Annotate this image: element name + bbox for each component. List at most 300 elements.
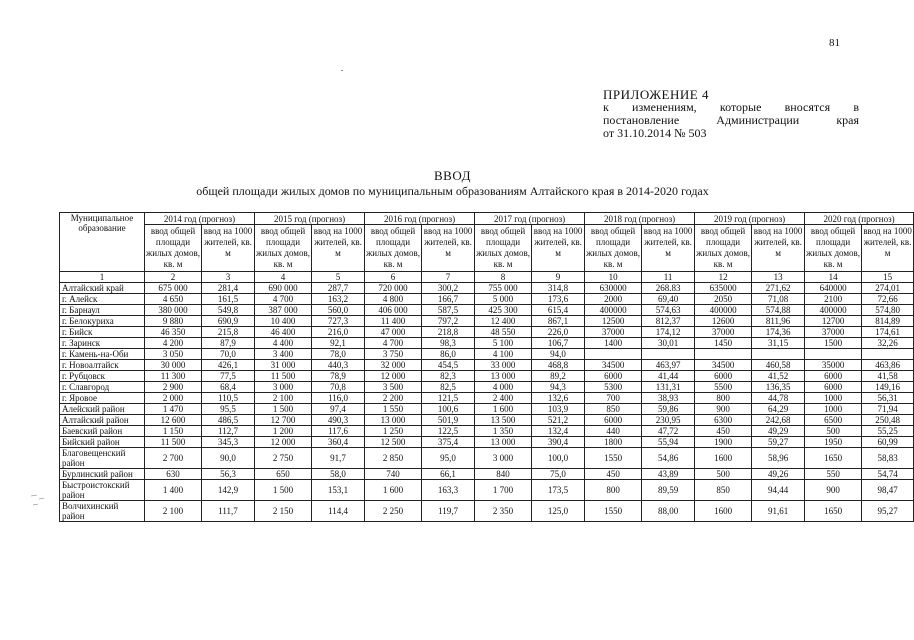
table-row	[60, 437, 914, 448]
table-cell: 1 550	[365, 404, 422, 415]
table-cell: 6000	[695, 371, 752, 382]
table-cell: 1600	[695, 501, 752, 522]
table-row	[60, 382, 914, 393]
table-cell: 11 300	[145, 371, 202, 382]
per-1000-header: ввод на 1000 жителей, кв. м	[642, 225, 695, 272]
table-cell: 468,8	[532, 360, 585, 371]
municipality-name: Бурлинский район	[60, 469, 145, 480]
per-1000-header: ввод на 1000 жителей, кв. м	[312, 225, 365, 272]
table-cell: 549,8	[202, 305, 255, 316]
table-cell: 114,4	[312, 501, 365, 522]
table-cell: 136,35	[752, 382, 805, 393]
table-cell: 700	[585, 393, 642, 404]
table-cell: 490,3	[312, 415, 365, 426]
table-cell: 440	[585, 426, 642, 437]
table-cell: 30 000	[145, 360, 202, 371]
table-cell: 287,7	[312, 283, 365, 294]
table-cell: 242,68	[752, 415, 805, 426]
table-cell: 69,40	[642, 294, 695, 305]
table-cell: 521,2	[532, 415, 585, 426]
table-cell: 1 500	[255, 404, 312, 415]
table-cell: 122,5	[422, 426, 475, 437]
table-cell: 31,15	[752, 338, 805, 349]
table-cell: 4 400	[255, 338, 312, 349]
table-cell: 720 000	[365, 283, 422, 294]
table-cell: 37000	[585, 327, 642, 338]
appendix-block	[603, 88, 859, 140]
table-cell: 850	[695, 480, 752, 501]
table-cell: 2 150	[255, 501, 312, 522]
table-cell: 1000	[805, 404, 862, 415]
table-cell: 47 000	[365, 327, 422, 338]
table-cell: 3 000	[255, 382, 312, 393]
table-cell: 3 500	[365, 382, 422, 393]
table-row	[60, 327, 914, 338]
table-row	[60, 480, 914, 501]
table-cell: 12500	[585, 316, 642, 327]
table-cell: 814,89	[862, 316, 914, 327]
municipality-name: г. Новоалтайск	[60, 360, 145, 371]
table-cell: 4 000	[475, 382, 532, 393]
table-cell: 64,29	[752, 404, 805, 415]
table-cell: 106,7	[532, 338, 585, 349]
column-number: 2	[145, 272, 202, 283]
scan-speck	[341, 70, 343, 71]
table-cell: 82,5	[422, 382, 475, 393]
table-cell: 78,9	[312, 371, 365, 382]
table-cell: 91,7	[312, 448, 365, 469]
table-cell: 1 700	[475, 480, 532, 501]
table-cell: 6000	[805, 382, 862, 393]
table-row	[60, 371, 914, 382]
area-header: ввод общей площади жилых домов, кв. м	[475, 225, 532, 272]
table-cell: 1 500	[255, 480, 312, 501]
table-cell: 55,94	[642, 437, 695, 448]
table-cell: 71,08	[752, 294, 805, 305]
column-number: 3	[202, 272, 255, 283]
table-cell: 1 400	[145, 480, 202, 501]
table-cell: 4 200	[145, 338, 202, 349]
table-cell: 500	[695, 469, 752, 480]
year-header: 2014 год (прогноз)	[145, 213, 255, 225]
table-cell: 375,4	[422, 437, 475, 448]
header-row-indicators	[60, 225, 914, 272]
table-cell: 72,66	[862, 294, 914, 305]
table-cell: 153,1	[312, 480, 365, 501]
table-cell: 2050	[695, 294, 752, 305]
year-header: 2020 год (прогноз)	[805, 213, 914, 225]
table-cell: 440,3	[312, 360, 365, 371]
table-cell: 35000	[805, 360, 862, 371]
table-cell: 41,58	[862, 371, 914, 382]
table-cell: 1400	[585, 338, 642, 349]
table-cell: 587,5	[422, 305, 475, 316]
table-cell: 500	[805, 426, 862, 437]
table-cell: 60,99	[862, 437, 914, 448]
municipality-name: Алтайский край	[60, 283, 145, 294]
table-cell: 3 000	[475, 448, 532, 469]
table-cell: 230,95	[642, 415, 695, 426]
table-cell: 12600	[695, 316, 752, 327]
table-cell: 98,47	[862, 480, 914, 501]
table-cell: 560,0	[312, 305, 365, 316]
table-cell: 11 500	[255, 371, 312, 382]
table-cell: 400000	[805, 305, 862, 316]
table-cell: 454,5	[422, 360, 475, 371]
table-cell: 635000	[695, 283, 752, 294]
table-cell: 43,89	[642, 469, 695, 480]
column-number: 9	[532, 272, 585, 283]
table-cell: 55,25	[862, 426, 914, 437]
table-cell: 11 500	[145, 437, 202, 448]
table-cell: 71,94	[862, 404, 914, 415]
table-cell: 360,4	[312, 437, 365, 448]
table-cell: 2 350	[475, 501, 532, 522]
area-header: ввод общей площади жилых домов, кв. м	[255, 225, 312, 272]
municipality-name: г. Бийск	[60, 327, 145, 338]
table-cell: 463,97	[642, 360, 695, 371]
table-cell: 12 400	[475, 316, 532, 327]
table-cell: 740	[365, 469, 422, 480]
table-cell: 33 000	[475, 360, 532, 371]
table-cell: 34500	[585, 360, 642, 371]
table-cell: 94,3	[532, 382, 585, 393]
table-cell: 142,9	[202, 480, 255, 501]
table-cell: 13 000	[475, 437, 532, 448]
table-cell: 867,1	[532, 316, 585, 327]
table-cell: 6000	[585, 415, 642, 426]
municipality-name: Алейский район	[60, 404, 145, 415]
column-number: 8	[475, 272, 532, 283]
table-cell: 2 100	[145, 501, 202, 522]
per-1000-header: ввод на 1000 жителей, кв. м	[532, 225, 585, 272]
per-1000-header: ввод на 1000 жителей, кв. м	[422, 225, 475, 272]
table-cell: 6000	[805, 371, 862, 382]
table-cell: 58,0	[312, 469, 365, 480]
table-cell: 95,27	[862, 501, 914, 522]
per-1000-header: ввод на 1000 жителей, кв. м	[752, 225, 805, 272]
table-cell: 463,86	[862, 360, 914, 371]
table-cell: 12 500	[365, 437, 422, 448]
table-cell: 215,8	[202, 327, 255, 338]
column-number-row	[60, 272, 914, 283]
table-cell: 2 700	[145, 448, 202, 469]
table-cell: 6500	[805, 415, 862, 426]
table-cell: 226,0	[532, 327, 585, 338]
appendix-line-2: постановление Администрации края	[603, 113, 859, 127]
table-cell: 91,61	[752, 501, 805, 522]
table-cell: 12 000	[365, 371, 422, 382]
table-cell: 574,63	[642, 305, 695, 316]
area-header: ввод общей площади жилых домов, кв. м	[145, 225, 202, 272]
table-cell: 425 300	[475, 305, 532, 316]
table-cell: 800	[585, 480, 642, 501]
table-cell: 66,1	[422, 469, 475, 480]
table-cell: 41,52	[752, 371, 805, 382]
table-cell: 216,0	[312, 327, 365, 338]
table-cell: 640000	[805, 283, 862, 294]
table-cell: 811,96	[752, 316, 805, 327]
table-cell: 300,2	[422, 283, 475, 294]
table-row	[60, 338, 914, 349]
table-row	[60, 393, 914, 404]
table-cell: 103,9	[532, 404, 585, 415]
table-cell: 4 800	[365, 294, 422, 305]
per-1000-header: ввод на 1000 жителей, кв. м	[862, 225, 914, 272]
table-cell: 173,5	[532, 480, 585, 501]
table-cell: 4 650	[145, 294, 202, 305]
municipality-name: Благовещенский район	[60, 448, 145, 469]
table-cell: 88,00	[642, 501, 695, 522]
table-cell: 121,5	[422, 393, 475, 404]
table-cell: 94,0	[532, 349, 585, 360]
table-cell: 77,5	[202, 371, 255, 382]
table-cell: 12700	[805, 316, 862, 327]
table-cell: 30,01	[642, 338, 695, 349]
municipality-header: Муниципальное образование	[60, 213, 145, 272]
table-cell: 1000	[805, 393, 862, 404]
table-cell: 112,7	[202, 426, 255, 437]
year-header: 2019 год (прогноз)	[695, 213, 805, 225]
table-cell: 2100	[805, 294, 862, 305]
table-cell: 1650	[805, 448, 862, 469]
table-cell: 31 000	[255, 360, 312, 371]
table-cell: 58,96	[752, 448, 805, 469]
table-cell: 406 000	[365, 305, 422, 316]
table-cell: 501,9	[422, 415, 475, 426]
table-cell: 110,5	[202, 393, 255, 404]
table-cell: 380 000	[145, 305, 202, 316]
table-cell: 2000	[585, 294, 642, 305]
table-cell: 1800	[585, 437, 642, 448]
column-number: 15	[862, 272, 914, 283]
column-number: 11	[642, 272, 695, 283]
table-cell: 400000	[585, 305, 642, 316]
table-cell: 1 470	[145, 404, 202, 415]
column-number: 1	[60, 272, 145, 283]
table-cell	[862, 349, 914, 360]
table-cell: 574,88	[752, 305, 805, 316]
table-cell: 34500	[695, 360, 752, 371]
table-cell: 574,80	[862, 305, 914, 316]
table-cell: 111,7	[202, 501, 255, 522]
table-cell: 1 350	[475, 426, 532, 437]
area-header: ввод общей площади жилых домов, кв. м	[695, 225, 752, 272]
table-cell: 690 000	[255, 283, 312, 294]
table-cell: 38,93	[642, 393, 695, 404]
table-cell: 900	[805, 480, 862, 501]
table-row	[60, 404, 914, 415]
table-cell: 1450	[695, 338, 752, 349]
table-cell: 615,4	[532, 305, 585, 316]
table-cell: 100,0	[532, 448, 585, 469]
table-cell: 650	[255, 469, 312, 480]
document-title: ВВОД	[434, 168, 471, 183]
table-cell: 486,5	[202, 415, 255, 426]
column-number: 6	[365, 272, 422, 283]
table-cell: 32 000	[365, 360, 422, 371]
table-cell: 387 000	[255, 305, 312, 316]
appendix-line-1: к изменениям, которые вносятся в	[603, 100, 859, 114]
table-cell: 218,8	[422, 327, 475, 338]
table-cell: 54,86	[642, 448, 695, 469]
table-cell	[752, 349, 805, 360]
municipality-name: Быстроистокский район	[60, 480, 145, 501]
year-header: 2017 год (прогноз)	[475, 213, 585, 225]
table-row	[60, 349, 914, 360]
table-cell: 274,01	[862, 283, 914, 294]
table-cell: 850	[585, 404, 642, 415]
table-row	[60, 294, 914, 305]
table-cell: 163,3	[422, 480, 475, 501]
table-row	[60, 501, 914, 522]
table-cell: 1 200	[255, 426, 312, 437]
table-cell: 800	[695, 393, 752, 404]
municipality-name: г. Славгород	[60, 382, 145, 393]
table-cell: 2 000	[145, 393, 202, 404]
table-row	[60, 415, 914, 426]
table-cell: 1500	[805, 338, 862, 349]
table-cell	[805, 349, 862, 360]
table-cell: 47,72	[642, 426, 695, 437]
table-cell: 3 050	[145, 349, 202, 360]
table-cell: 58,83	[862, 448, 914, 469]
table-cell: 345,3	[202, 437, 255, 448]
table-cell: 1550	[585, 501, 642, 522]
table-cell: 32,26	[862, 338, 914, 349]
table-cell: 840	[475, 469, 532, 480]
table-row	[60, 316, 914, 327]
municipality-name: г. Барнаул	[60, 305, 145, 316]
table-cell: 37000	[695, 327, 752, 338]
column-number: 5	[312, 272, 365, 283]
table-cell: 13 500	[475, 415, 532, 426]
table-cell: 86,0	[422, 349, 475, 360]
table-cell: 450	[585, 469, 642, 480]
table-cell: 2 750	[255, 448, 312, 469]
table-cell: 690,9	[202, 316, 255, 327]
table-cell: 1 600	[475, 404, 532, 415]
table-cell	[585, 349, 642, 360]
municipality-name: г. Белокуриха	[60, 316, 145, 327]
table-cell: 49,29	[752, 426, 805, 437]
table-cell: 44,78	[752, 393, 805, 404]
table-cell: 56,31	[862, 393, 914, 404]
table-cell: 1650	[805, 501, 862, 522]
table-cell: 13 000	[365, 415, 422, 426]
table-row	[60, 360, 914, 371]
table-cell: 166,7	[422, 294, 475, 305]
table-cell: 390,4	[532, 437, 585, 448]
table-cell: 68,4	[202, 382, 255, 393]
table-cell: 161,5	[202, 294, 255, 305]
table-cell: 100,6	[422, 404, 475, 415]
table-cell: 6300	[695, 415, 752, 426]
table-cell: 132,4	[532, 426, 585, 437]
table-cell: 163,2	[312, 294, 365, 305]
table-cell: 131,31	[642, 382, 695, 393]
scan-artifact	[30, 493, 48, 507]
table-row	[60, 426, 914, 437]
column-number: 7	[422, 272, 475, 283]
table-cell: 37000	[805, 327, 862, 338]
table-cell: 87,9	[202, 338, 255, 349]
table-cell: 2 900	[145, 382, 202, 393]
table-cell: 2 400	[475, 393, 532, 404]
municipality-name: Бийский район	[60, 437, 145, 448]
table-cell: 56,3	[202, 469, 255, 480]
table-row	[60, 305, 914, 316]
table-row	[60, 469, 914, 480]
municipality-name: Волчихинский район	[60, 501, 145, 522]
table-cell: 41,44	[642, 371, 695, 382]
table-cell: 98,3	[422, 338, 475, 349]
table-cell: 48 550	[475, 327, 532, 338]
table-cell: 4 700	[365, 338, 422, 349]
table-cell: 314,8	[532, 283, 585, 294]
table-cell: 4 700	[255, 294, 312, 305]
table-cell: 5300	[585, 382, 642, 393]
table-cell: 2 850	[365, 448, 422, 469]
table-cell: 3 400	[255, 349, 312, 360]
table-cell: 400000	[695, 305, 752, 316]
table-cell: 755 000	[475, 283, 532, 294]
table-cell: 1 600	[365, 480, 422, 501]
table-cell: 59,27	[752, 437, 805, 448]
table-cell: 75,0	[532, 469, 585, 480]
appendix-line-3: от 31.10.2014 № 503	[603, 126, 707, 140]
table-cell: 13 000	[475, 371, 532, 382]
municipality-name: Алтайский район	[60, 415, 145, 426]
table-cell: 460,58	[752, 360, 805, 371]
table-cell: 89,59	[642, 480, 695, 501]
per-1000-header: ввод на 1000 жителей, кв. м	[202, 225, 255, 272]
column-number: 14	[805, 272, 862, 283]
housing-table-container	[59, 212, 912, 522]
year-header: 2016 год (прогноз)	[365, 213, 475, 225]
table-cell: 2 200	[365, 393, 422, 404]
table-cell: 6000	[585, 371, 642, 382]
page-number: 81	[829, 37, 840, 49]
table-row	[60, 448, 914, 469]
municipality-name: Баевский район	[60, 426, 145, 437]
table-cell: 119,7	[422, 501, 475, 522]
table-cell: 630	[145, 469, 202, 480]
table-cell: 132,6	[532, 393, 585, 404]
area-header: ввод общей площади жилых домов, кв. м	[805, 225, 862, 272]
table-cell: 675 000	[145, 283, 202, 294]
table-cell: 1550	[585, 448, 642, 469]
table-cell: 281,4	[202, 283, 255, 294]
table-cell: 5 100	[475, 338, 532, 349]
column-number: 4	[255, 272, 312, 283]
table-cell: 12 700	[255, 415, 312, 426]
table-cell: 5 000	[475, 294, 532, 305]
table-cell: 46 400	[255, 327, 312, 338]
table-cell	[642, 349, 695, 360]
table-row	[60, 283, 914, 294]
table-cell: 116,0	[312, 393, 365, 404]
header-row-years	[60, 213, 914, 225]
table-cell: 117,6	[312, 426, 365, 437]
table-cell: 3 750	[365, 349, 422, 360]
table-cell: 1900	[695, 437, 752, 448]
area-header: ввод общей площади жилых домов, кв. м	[585, 225, 642, 272]
table-cell: 450	[695, 426, 752, 437]
document-subtitle: общей площади жилых домов по муниципальным образованиям Алтайского края в 2014-2020 годах	[196, 184, 709, 198]
table-cell: 92,1	[312, 338, 365, 349]
table-cell: 46 350	[145, 327, 202, 338]
